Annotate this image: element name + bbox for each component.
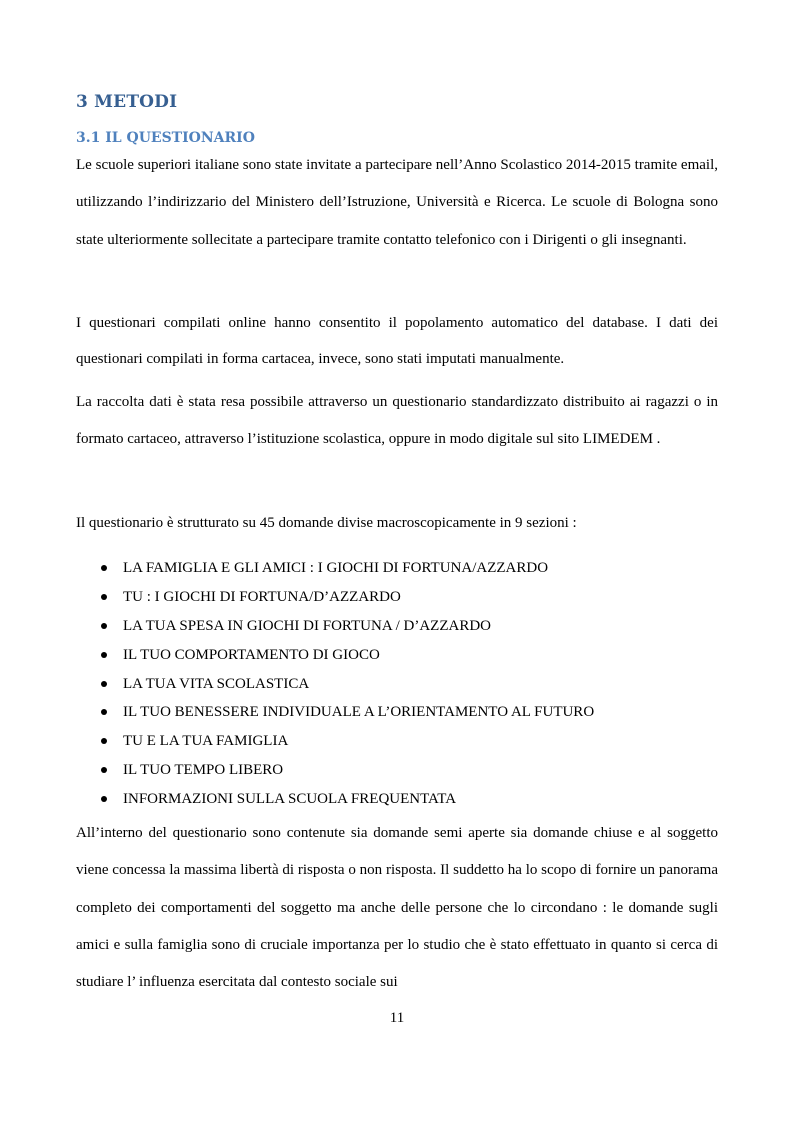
list-item-label: LA TUA SPESA IN GIOCHI DI FORTUNA / D’AZZARDO — [123, 617, 492, 634]
paragraph-question-types: All’interno del questionario sono contenute sia domande semi aperte sia domande chiuse e al soggetto viene concessa la massima libertà di risposta o non risposta. Il suddetto ha lo scopo di fornire un panorama completo dei comportamenti del soggetto ma anche delle persone che lo circondano : le domande sugli amici e sulla famiglia sono di cruciale importanza per lo studio che è stato effettuato in quanto si cerca di studiare l’ influenza esercitata dal contesto sociale sui — [76, 825, 718, 991]
bullet-icon — [101, 652, 107, 658]
list-item — [76, 670, 594, 699]
list-item — [76, 612, 594, 641]
paragraph-schools-invited: Le scuole superiori italiane sono state invitate a partecipare nell’Anno Scolastico 2014-2015 tramite email, utilizzando l’indirizzario del Ministero dell’Istruzione, Università e Ricerca. Le scuole di Bologna sono state ulteriormente sollecitate a partecipare tramite contatto telefonico con i Dirigenti o gli insegnanti. — [76, 157, 718, 248]
bullet-icon — [101, 767, 107, 773]
bullet-icon — [101, 594, 107, 600]
list-item-label: IL TUO BENESSERE INDIVIDUALE A L’ORIENTAMENTO AL FUTURO — [123, 704, 595, 721]
chapter-heading: 3 METODI — [76, 92, 178, 112]
list-item — [76, 698, 594, 727]
list-item-label: IL TUO COMPORTAMENTO DI GIOCO — [123, 646, 380, 663]
list-item-label: LA TUA VITA SCOLASTICA — [123, 675, 310, 692]
page-number: 11 — [389, 1010, 405, 1026]
list-item-label: IL TUO TEMPO LIBERO — [123, 762, 284, 779]
list-item — [76, 641, 594, 670]
bullet-icon — [101, 738, 107, 744]
bullet-icon — [101, 565, 107, 571]
list-item — [76, 727, 594, 756]
list-item — [76, 756, 594, 785]
paragraph-data-collection: La raccolta dati è stata resa possibile attraverso un questionario standardizzato distribuito ai ragazzi o in formato cartaceo, attraverso l’istituzione scolastica, oppure in modo digitale sul sito LIMEDEM . — [76, 394, 718, 447]
bullet-icon — [101, 796, 107, 802]
paragraph-online-questionnaires: I questionari compilati online hanno consentito il popolamento automatico del database. I dati dei questionari compilati in forma cartacea, invece, sono stati imputati manualmente. — [76, 315, 718, 367]
list-item — [76, 785, 594, 814]
list-item-label: LA FAMIGLIA E GLI AMICI : I GIOCHI DI FORTUNA/AZZARDO — [123, 560, 549, 576]
list-item-label: TU E LA TUA FAMIGLIA — [123, 733, 289, 750]
list-item — [76, 583, 594, 612]
bullet-icon — [101, 681, 107, 687]
section-heading: 3.1 IL QUESTIONARIO — [76, 130, 255, 146]
list-item-label: INFORMAZIONI SULLA SCUOLA FREQUENTATA — [123, 791, 457, 808]
paragraph-structure: Il questionario è strutturato su 45 domande divise macroscopicamente in 9 sezioni : — [76, 515, 577, 531]
sections-list — [76, 554, 594, 814]
bullet-icon — [101, 623, 107, 629]
list-item-label: TU : I GIOCHI DI FORTUNA/D’AZZARDO — [123, 588, 401, 605]
bullet-icon — [101, 709, 107, 715]
list-item — [76, 554, 594, 583]
